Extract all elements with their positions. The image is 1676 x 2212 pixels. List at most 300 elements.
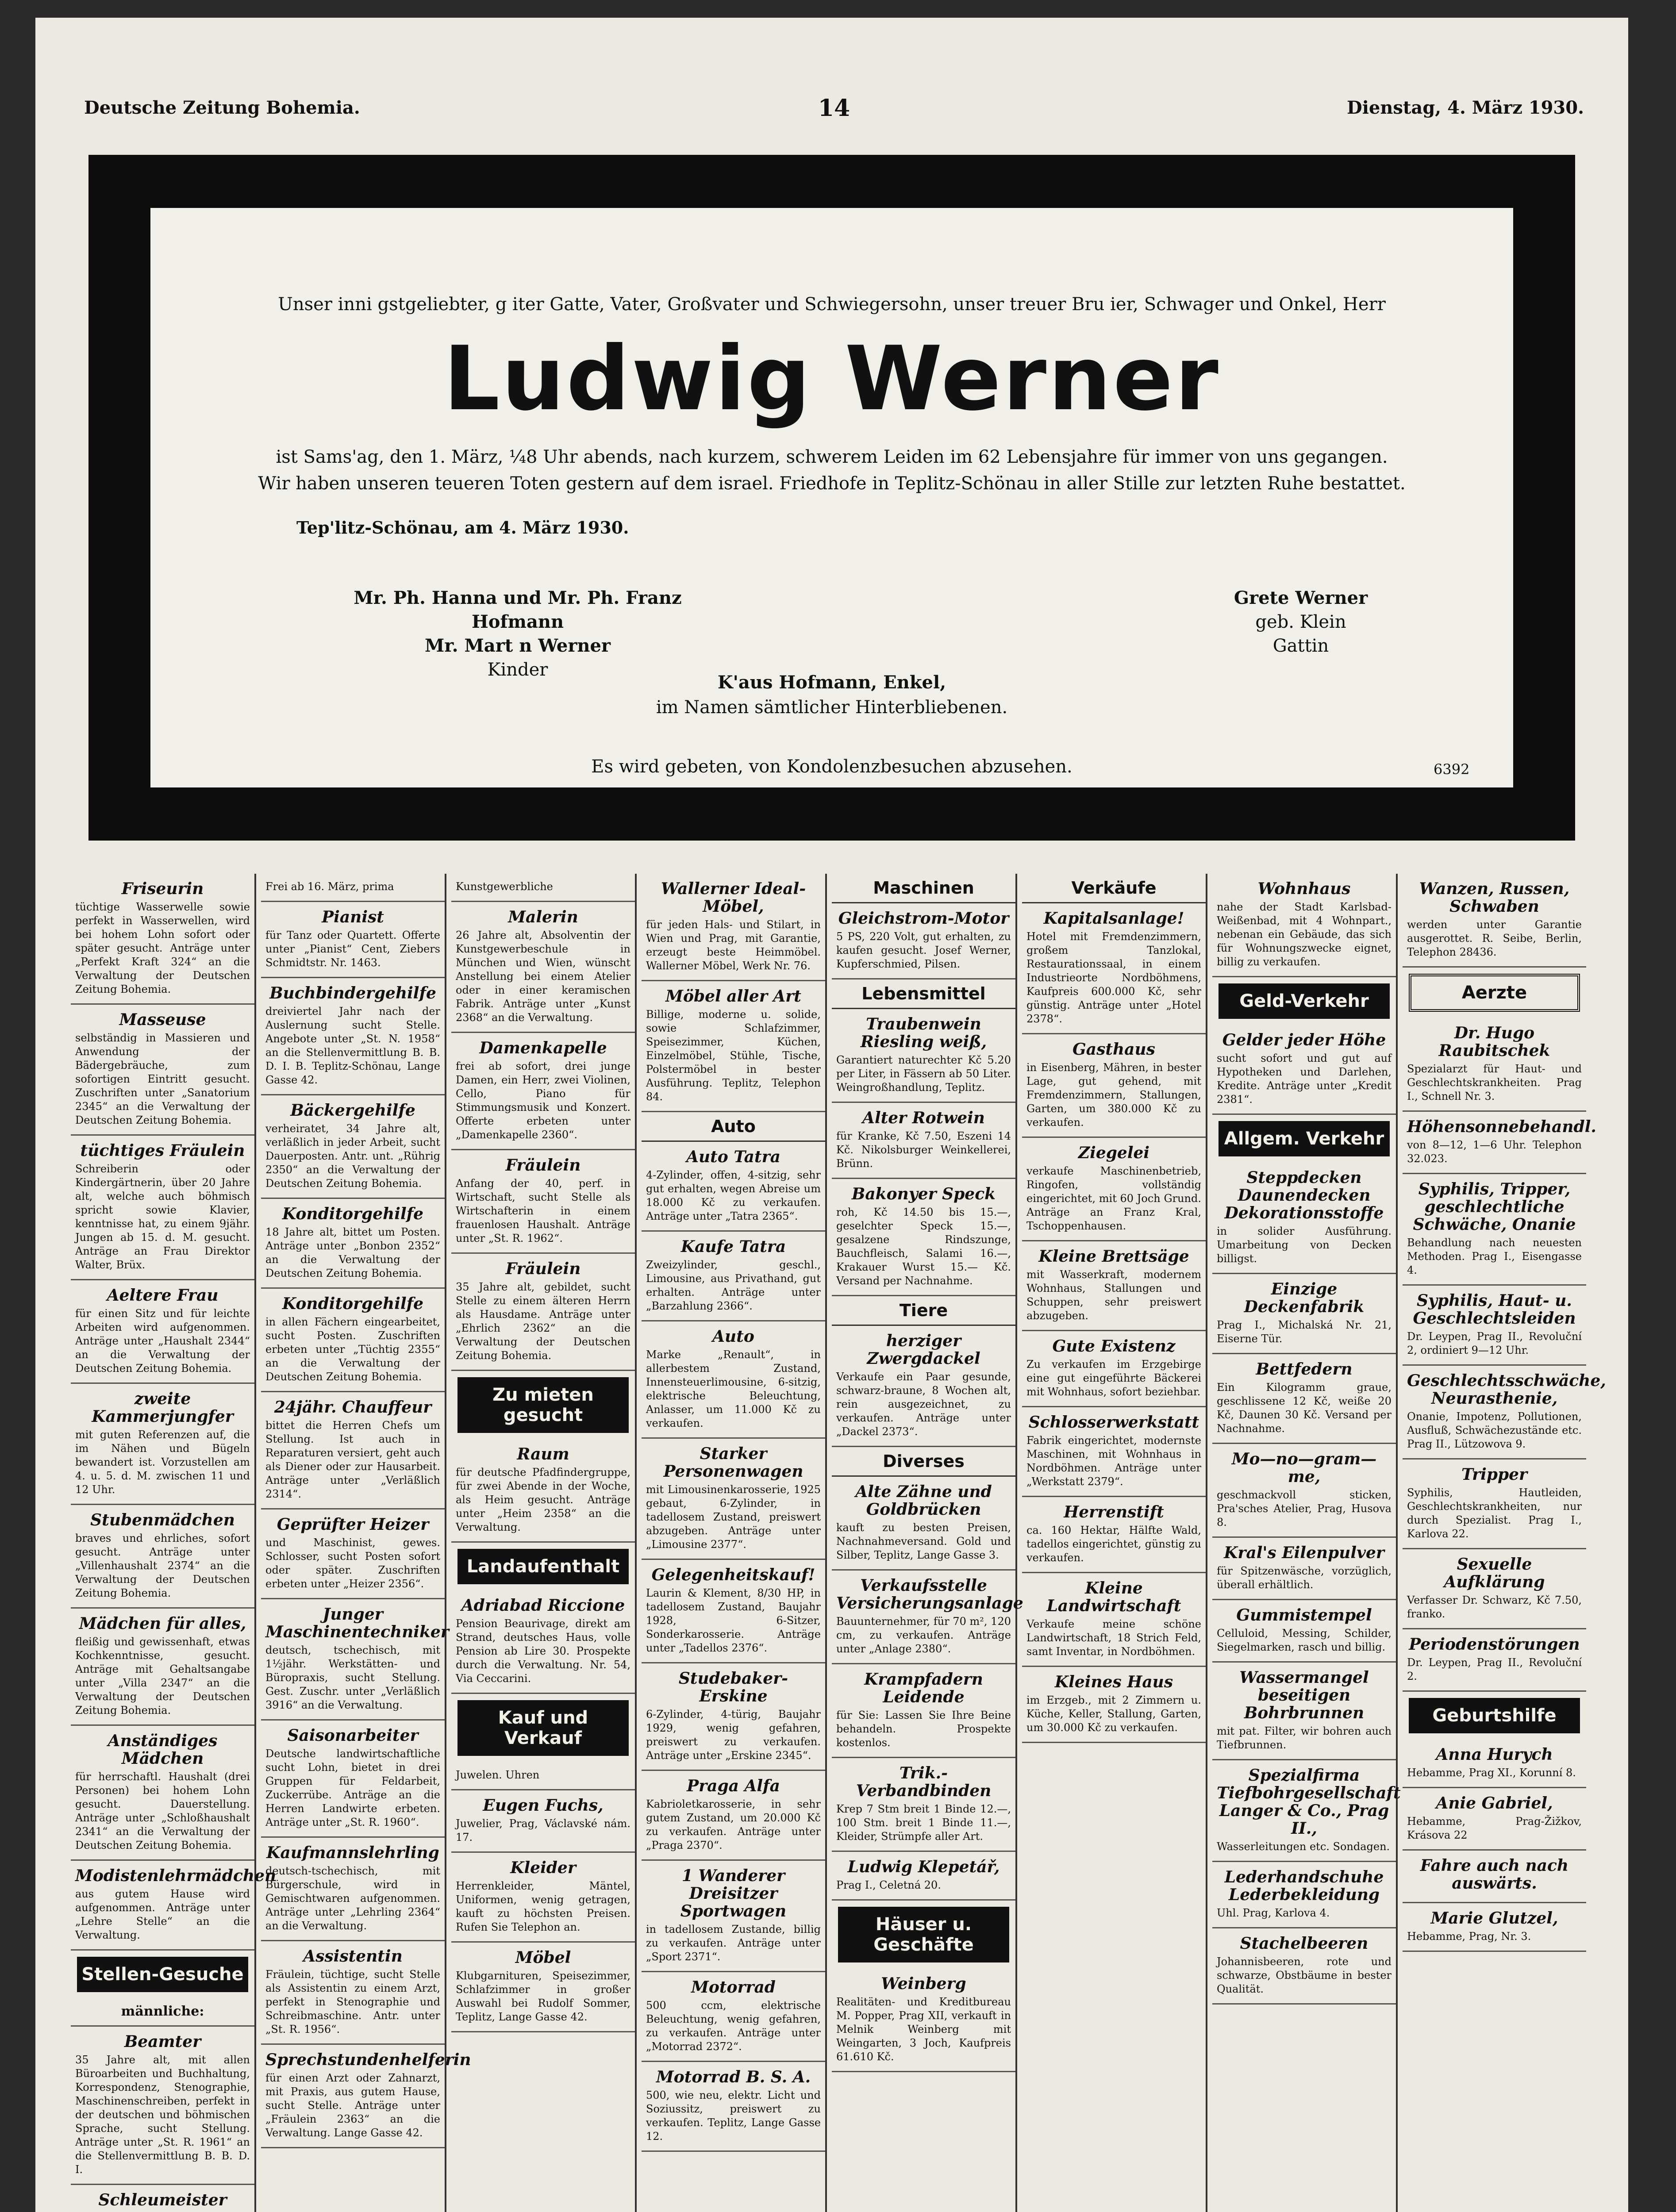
ad-body: Prag I., Celetná 20. xyxy=(836,1879,941,1891)
classified-ad xyxy=(1022,1573,1206,1667)
ad-headline: Raum xyxy=(517,1445,569,1463)
ad-headline: Damenkapelle xyxy=(479,1039,607,1057)
deceased-name: Ludwig Werner xyxy=(443,327,1220,430)
section-banner: Auto xyxy=(642,1112,825,1142)
ad-headline: Adriabad Riccione xyxy=(461,1596,625,1615)
ad-body: 35 Jahre alt, mit allen Büroarbeiten und Buchhaltung, Korrespondenz, Stenographie, Maschinenschreiben, perfekt in der deutschen und böhmischen Sprache, sucht Stellung. Anträge unter „St. R. 1961“ an die Stellenvermittlung B. B. D. I. xyxy=(75,2054,250,2176)
ad-body: von 8—12, 1—6 Uhr. Telephon 32.023. xyxy=(1407,1139,1582,1165)
classified-column xyxy=(1403,874,1606,2212)
classified-ad xyxy=(832,1009,1015,1103)
ad-body: 4-Zylinder, offen, 4-sitzig, sehr gut erhalten, wegen Abreise um 18.000 Kč zu verkaufen. Anträge unter „Tatra 2365“. xyxy=(646,1169,821,1222)
ad-body: 18 Jahre alt, bittet um Posten. Anträge unter „Bonbon 2352“ an die Verwaltung der Deutschen Zeitung Bohemia. xyxy=(265,1226,440,1279)
classified-ad xyxy=(1403,1629,1586,1692)
ad-headline: Wallerner Ideal-Möbel, xyxy=(661,879,806,916)
ad-headline: Motorrad xyxy=(691,1978,776,1997)
ad-body: Anfang der 40, perf. in Wirtschaft, sucht Stelle als Wirtschafterin in einem frauenlosen Haushalt. Anträge unter „St. R. 1962“. xyxy=(456,1177,630,1244)
classified-ad xyxy=(832,1758,1015,1852)
ad-body: Kunstgewerbliche xyxy=(456,880,553,893)
section-heading-box: Allgem. Verkehr xyxy=(1219,1121,1390,1156)
classified-ad xyxy=(1403,1459,1586,1549)
ad-headline: Weinberg xyxy=(881,1974,966,1993)
condolence-request: Es wird gebeten, von Kondolenzbesuchen abzusehen. xyxy=(591,757,1072,777)
classified-ad xyxy=(261,2045,471,2148)
ad-headline: Wassermangel beseitigen Bohrbrunnen xyxy=(1239,1668,1369,1722)
ad-headline: Fahre auch nach auswärts. xyxy=(1420,1856,1569,1893)
section-subheading: männliche: xyxy=(71,1998,254,2027)
classified-ad xyxy=(451,902,635,1033)
classified-ad xyxy=(261,1509,445,1599)
classified-ad xyxy=(71,1005,254,1136)
ad-body: für einen Sitz und für leichte Arbeiten wird aufgenommen. Anträge unter „Haushalt 2344“ an die Verwaltung der Deutschen Zeitung Bohemia. xyxy=(75,1307,250,1375)
ad-headline: Konditorgehilfe xyxy=(282,1294,424,1313)
children-label: Kinder xyxy=(487,660,548,680)
ad-headline: Geprüfter Heizer xyxy=(277,1515,429,1534)
classified-ad xyxy=(642,1861,825,1972)
classified-ad xyxy=(71,2185,254,2212)
ad-body: in allen Fächern eingearbeitet, sucht Posten. Zuschriften erbeten unter „Tüchtig 2355“ an die Verwaltung der Deutschen Zeitung Bohemia. xyxy=(265,1316,440,1383)
ad-headline: Assistentin xyxy=(303,1947,403,1966)
ad-headline: Kaufe Tatra xyxy=(680,1237,786,1256)
children-line-1: Mr. Ph. Hanna und Mr. Ph. Franz Hofmann xyxy=(354,588,682,632)
ad-body: Hebamme, Prag, Nr. 3. xyxy=(1407,1930,1531,1943)
ad-body: in solider Ausführung. Umarbeitung von Decken billigst. xyxy=(1217,1225,1392,1265)
ad-body: Zweizylinder, geschl., Limousine, aus Privathand, gut erhalten. Anträge unter „Barzahlung 2366“. xyxy=(646,1259,821,1312)
ad-body: Kabrioletkarosserie, in sehr gutem Zustand, um 20.000 Kč zu verkaufen. Anträge unter „Praga 2370“. xyxy=(646,1798,821,1851)
classified-ad xyxy=(451,1790,635,1853)
ad-body: Verkaufe ein Paar gesunde, schwarz-braune, 8 Wochen alt, rein ausgezeichnet, zu verkaufen. Anträge unter „Dackel 2373“. xyxy=(836,1371,1011,1438)
classified-ad xyxy=(1022,1331,1206,1407)
classified-ad xyxy=(1212,1538,1396,1600)
ad-body: kauft zu besten Preisen, Nachnahmeversand. Gold und Silber, Teplitz, Lange Gasse 3. xyxy=(836,1521,1011,1561)
classified-ad xyxy=(261,902,445,978)
ad-body: deutsch, tschechisch, mit 1½jähr. Werkstätten- und Büropraxis, sucht Stellung. Gest. Zuschr. unter „Verläßlich 3916“ an die Verwaltung. xyxy=(265,1644,440,1711)
ad-body: mit guten Referenzen auf, die im Nähen und Bügeln bewandert ist. Vorzustellen am 4. u. 5. d. M. zwischen 11 und 12 Uhr. xyxy=(75,1429,250,1496)
ad-headline: Syphilis, Haut- u. Geschlechtsleiden xyxy=(1413,1291,1576,1328)
section-banner: Verkäufe xyxy=(1022,874,1206,903)
classified-ad xyxy=(1022,1241,1206,1331)
grandchild-line-2: im Namen sämtlicher Hinterbliebenen. xyxy=(656,697,1008,718)
ad-body: selbständig in Massieren und Anwendung der Bädergebräuche, zum sofortigen Eintritt gesucht. Zuschriften unter „Sanatorium 2345“ an die Verwaltung der Deutschen Zeitung Bohemia. xyxy=(75,1032,250,1126)
ad-headline: Anna Hurych xyxy=(1436,1745,1553,1764)
classified-column xyxy=(1212,874,1401,2212)
ad-headline: Gleichstrom-Motor xyxy=(838,909,1009,928)
ad-headline: Motorrad B. S. A. xyxy=(656,2068,811,2086)
classified-ad xyxy=(71,1384,254,1505)
classified-ad xyxy=(451,1150,635,1254)
ad-body: Verfasser Dr. Schwarz, Kč 7.50, franko. xyxy=(1407,1594,1582,1620)
ad-headline: Stachelbeeren xyxy=(1240,1934,1368,1953)
ad-body: frei ab sofort, drei junge Damen, ein Herr, zwei Violinen, Cello, Piano für Stimmungsmusik und Konzert. Offerte erbeten unter „Damenkapelle 2360“. xyxy=(456,1060,630,1141)
ad-body: Herrenkleider, Mäntel, Uniformen, wenig getragen, kauft zu höchsten Preisen. Rufen Sie Telephon an. xyxy=(456,1880,630,1933)
section-banner: Maschinen xyxy=(832,874,1015,903)
classified-ad xyxy=(642,1232,825,1321)
classified-ad xyxy=(642,1972,825,2062)
classified-ad xyxy=(832,1571,1023,1664)
ad-body: mit Limousinenkarosserie, 1925 gebaut, 6-Zylinder, in tadellosem Zustand, preiswert abzugeben. Anträge unter „Limousine 2377“. xyxy=(646,1483,821,1551)
ad-headline: Ziegelei xyxy=(1078,1144,1150,1162)
section-heading-box: Stellen-Gesuche xyxy=(77,1957,248,1992)
ad-headline: Ludwig Klepetář, xyxy=(847,1858,1000,1876)
ad-body: im Erzgeb., mit 2 Zimmern u. Küche, Keller, Stallung, Garten, um 30.000 Kč zu verkaufen. xyxy=(1026,1694,1201,1734)
newspaper-page xyxy=(35,18,1628,2212)
ad-body: 500, wie neu, elektr. Licht und Soziussitz, preiswert zu verkaufen. Teplitz, Lange Gasse 12. xyxy=(646,2089,821,2143)
ad-headline: Schlosserwerkstatt xyxy=(1028,1413,1199,1432)
ad-headline: 24jähr. Chauffeur xyxy=(274,1398,432,1417)
ad-headline: zweite Kammerjungfer xyxy=(92,1390,234,1426)
classified-ad xyxy=(451,1033,635,1150)
ad-headline: Auto xyxy=(712,1327,754,1346)
ad-headline: Gelder jeder Höhe xyxy=(1222,1031,1386,1049)
classified-ad xyxy=(1403,1549,1586,1629)
classified-ad xyxy=(1212,874,1396,977)
classified-ad xyxy=(71,1726,254,1861)
ad-body: Johannisbeeren, rote und schwarze, Obstbäume in bester Qualität. xyxy=(1217,1955,1392,1995)
ad-body: Syphilis, Hautleiden, Geschlechtskrankheiten, nur durch Spezialist. Prag I., Karlova 22. xyxy=(1407,1486,1582,1540)
ad-headline: Marie Glutzel, xyxy=(1430,1909,1558,1928)
ad-headline: Verkaufsstelle Versicherungsanlage xyxy=(836,1576,1023,1613)
ad-headline: Schleumeister xyxy=(98,2191,227,2209)
ad-body: fleißig und gewissenhaft, etwas Kochkenntnisse, gesucht. Anträge mit Gehaltsangabe unter „Villa 2347“ an die Verwaltung der Deutschen Zeitung Bohemia. xyxy=(75,1636,250,1717)
ad-body: verheiratet, 34 Jahre alt, verläßlich in jeder Arbeit, sucht Dauerposten. Antr. unt. „Rührig 2350“ an die Verwaltung der Deutschen Zeitung Bohemia. xyxy=(265,1122,440,1190)
ad-body: ca. 160 Hektar, Hälfte Wald, tadellos eingerichtet, günstig zu verkaufen. xyxy=(1026,1524,1201,1564)
classified-ad xyxy=(1022,1407,1206,1497)
classified-ad xyxy=(1212,1862,1396,1928)
classified-ad xyxy=(261,1599,449,1720)
classified-ad xyxy=(832,1969,1015,2072)
ad-body: Hotel mit Fremdenzimmern, großem Tanzlokal, Restaurationssaal, in einem Industrieorte Nordböhmens, Kaufpreis 600.000 Kč, sehr günstig. Anträge unter „Hotel 2378“. xyxy=(1026,930,1201,1025)
section-heading-box: Aerzte xyxy=(1409,974,1580,1012)
ad-headline: Höhensonnebehandl. xyxy=(1407,1118,1596,1136)
ad-headline: Pianist xyxy=(322,908,384,926)
ad-body: werden unter Garantie ausgerottet. R. Seibe, Berlin, Telephon 28436. xyxy=(1407,918,1582,958)
ad-body: Frei ab 16. März, prima xyxy=(265,880,394,893)
ad-body: Ein Kilogramm graue, geschlissene 12 Kč, weiße 20 Kč, Daunen 30 Kč. Versand per Nachnahme. xyxy=(1217,1381,1392,1435)
ad-headline: Wanzen, Russen, Schwaben xyxy=(1419,879,1570,916)
classified-ad xyxy=(1403,1366,1606,1459)
classified-ad xyxy=(1022,1667,1206,1743)
classified-ad xyxy=(71,1609,254,1726)
ad-headline: Fräulein xyxy=(505,1156,581,1175)
ad-body: 5 PS, 220 Volt, gut erhalten, zu kaufen gesucht. Josef Werner, Kupferschmied, Pilsen. xyxy=(836,930,1011,970)
classified-ad xyxy=(1403,1788,1586,1851)
classified-ad xyxy=(1212,1444,1396,1538)
mourners-widow xyxy=(1177,586,1425,658)
classified-ad xyxy=(451,1762,635,1790)
ad-headline: Aeltere Frau xyxy=(107,1286,219,1305)
ad-headline: Studebaker-Erskine xyxy=(678,1669,788,1705)
ad-body: dreiviertel Jahr nach der Auslernung sucht Stelle. Angebote unter „St. N. 1958“ an die Stellenvermittlung B. B. D. I. B. Teplitz-Schönau, Lange Gasse 42. xyxy=(265,1005,440,1086)
classified-ad xyxy=(71,874,254,1005)
classified-ad xyxy=(1212,1025,1396,1115)
ad-body: roh, Kč 14.50 bis 15.—, geselchter Speck 15.—, gesalzene Rindszunge, Bauchfleisch, Salami 16.—, Krakauer Wurst 15.— Kč. Versand per Nachnahme. xyxy=(836,1206,1011,1287)
ad-body: für Sie: Lassen Sie Ihre Beine behandeln. Prospekte kostenlos. xyxy=(836,1709,1011,1749)
ad-body: Laurin & Klement, 8/30 HP, in tadellosem Zustand, Baujahr 1928, 6-Sitzer, Sonderkarosserie. Anträge unter „Tadellos 2376“. xyxy=(646,1587,821,1654)
mourners-children xyxy=(319,586,717,682)
ad-body: Prag I., Michalská Nr. 21, Eiserne Tür. xyxy=(1217,1319,1392,1345)
ad-body: mit pat. Filter, wir bohren auch Tiefbrunnen. xyxy=(1217,1725,1392,1751)
classified-ad xyxy=(261,874,445,902)
ad-body: Bauunternehmer, für 70 m², 120 cm, zu verkaufen. Anträge unter „Anlage 2380“. xyxy=(836,1615,1011,1655)
ad-headline: Einzige Deckenfabrik xyxy=(1244,1280,1365,1316)
classified-ad xyxy=(451,874,635,902)
section-heading-box: Geld-Verkehr xyxy=(1219,983,1390,1019)
section-heading-box: Zu mieten gesucht xyxy=(457,1377,629,1433)
ad-body: Billige, moderne u. solide, sowie Schlafzimmer, Speisezimmer, Küchen, Einzelmöbel, Stühle, Tische, Polstermöbel in bester Ausführung. Teplitz, Telephon 84. xyxy=(646,1008,821,1103)
classified-ad xyxy=(71,1280,254,1384)
section-heading-box: Landaufenthalt xyxy=(457,1549,629,1584)
classified-column xyxy=(1022,874,1207,2212)
ad-body: für einen Arzt oder Zahnarzt, mit Praxis, aus gutem Hause, sucht Stelle. Anträge unter „Fräulein 2363“ an die Verwaltung. Lange Gasse 42. xyxy=(265,2072,440,2139)
ad-headline: Konditorgehilfe xyxy=(282,1205,424,1223)
section-heading-box: Geburtshilfe xyxy=(1409,1698,1580,1733)
ad-body: Dr. Leypen, Prag II., Revoluční 2, ordiniert 9—12 Uhr. xyxy=(1407,1330,1582,1356)
ad-headline: Herrenstift xyxy=(1064,1503,1164,1521)
ad-body: in tadellosem Zustande, billig zu verkaufen. Anträge unter „Sport 2371“. xyxy=(646,1923,821,1963)
ad-headline: Steppdecken Daunendecken Dekorationsstoffe xyxy=(1224,1168,1384,1222)
classified-ad xyxy=(1403,1018,1586,1112)
classified-ad xyxy=(451,1943,635,2032)
classified-ad xyxy=(1212,1354,1396,1444)
classified-ad xyxy=(642,1439,825,1560)
classified-ad xyxy=(1403,1286,1586,1366)
classified-ad xyxy=(261,1941,445,2045)
ad-headline: Gute Existenz xyxy=(1052,1337,1176,1356)
ad-headline: Praga Alfa xyxy=(687,1777,780,1795)
notice-death-line: ist Sams'ag, den 1. März, ¼8 Uhr abends, nach kurzem, schwerem Leiden im 62 Lebensjahre für immer von uns gegangen. xyxy=(276,447,1388,467)
classified-ad xyxy=(1022,903,1206,1034)
classified-ad xyxy=(1403,1174,1586,1286)
newspaper-name: Deutsche Zeitung Bohemia. xyxy=(84,97,360,118)
ad-number: 6392 xyxy=(1434,761,1470,778)
ad-body: tüchtige Wasserwelle sowie perfekt in Wasserwellen, wird bei hohem Lohn sofort oder später gesucht. Anträge unter „Perfekt Kraft 324“ an die Verwaltung der Deutschen Zeitung Bohemia. xyxy=(75,901,250,995)
ad-body: Marke „Renault“, in allerbestem Zustand, Innensteuerlimousine, 6-sitzig, elektrische Beleuchtung, Anlasser, um 11.000 Kč zu verkaufen. xyxy=(646,1348,821,1429)
ad-body: für herrschaftl. Haushalt (drei Personen) bei hohem Lohn gesucht. Dauerstellung. Anträge unter „Schloßhaushalt 2341“ an die Verwaltung der Deutschen Zeitung Bohemia. xyxy=(75,1770,250,1851)
ad-body: Fabrik eingerichtet, modernste Maschinen, mit Wohnhaus in Nordböhmen. Anträge unter „Werkstatt 2379“. xyxy=(1026,1434,1201,1488)
ad-body: Dr. Leypen, Prag II., Revoluční 2. xyxy=(1407,1656,1582,1682)
ad-body: Pension Beaurivage, direkt am Strand, deutsches Haus, volle Pension ab Lire 30. Prospekte durch die Verwaltung. Nr. 54, Via Ceccarini. xyxy=(456,1617,630,1685)
ad-headline: Starker Personenwagen xyxy=(663,1444,803,1481)
section-banner: Tiere xyxy=(832,1296,1015,1326)
ad-headline: Mädchen für alles, xyxy=(79,1614,246,1633)
issue-date: Dienstag, 4. März 1930. xyxy=(1347,97,1584,118)
ad-headline: Trik.-Verbandbinden xyxy=(856,1764,992,1800)
ad-body: aus gutem Hause wird aufgenommen. Anträge unter „Lehre Stelle“ an die Verwaltung. xyxy=(75,1888,250,1941)
ad-headline: Alter Rotwein xyxy=(862,1109,985,1127)
ad-body: bittet die Herren Chefs um Stellung. Ist auch in Reparaturen versiert, geht auch als Diener oder zur Hausarbeit. Anträge unter „Verläßlich 2314“. xyxy=(265,1419,440,1500)
ad-headline: Bakonyer Speck xyxy=(851,1185,996,1203)
classified-columns xyxy=(71,874,1606,2212)
classified-ad xyxy=(261,1720,445,1838)
ad-body: für jeden Hals- und Stilart, in Wien und Prag, mit Garantie, erzeugt beste Heimmöbel. Wallerner Möbel, Werk Nr. 76. xyxy=(646,918,821,972)
ad-body: deutsch-tschechisch, mit Bürgerschule, wird in Gemischtwaren aufgenommen. Anträge unter „Lehrling 2364“ an die Verwaltung. xyxy=(265,1865,440,1932)
ad-body: in Eisenberg, Mähren, in bester Lage, gut gehend, mit Fremdenzimmern, Stallungen, Garten, um 380.000 Kč zu verkaufen. xyxy=(1026,1061,1201,1129)
classified-ad xyxy=(1212,1760,1401,1862)
classified-ad xyxy=(642,981,825,1112)
ad-headline: Alte Zähne und Goldbrücken xyxy=(855,1482,992,1519)
classified-ad xyxy=(261,1838,445,1941)
ad-headline: Malerin xyxy=(508,908,578,926)
ad-headline: Stubenmädchen xyxy=(90,1511,235,1529)
ad-body: für Kranke, Kč 7.50, Eszeni 14 Kč. Nikolsburger Weinkellerei, Brünn. xyxy=(836,1130,1011,1170)
ad-headline: Auto Tatra xyxy=(686,1148,780,1166)
ad-body: Hebamme, Prag XI., Korunní 8. xyxy=(1407,1767,1576,1779)
ad-body: Uhl. Prag, Karlova 4. xyxy=(1217,1907,1330,1919)
classified-ad xyxy=(832,1477,1015,1571)
ad-headline: Fräulein xyxy=(505,1260,581,1278)
classified-ad xyxy=(642,1663,825,1771)
ad-headline: Junger Maschinentechniker xyxy=(265,1605,449,1641)
ad-headline: Kleines Haus xyxy=(1054,1673,1173,1691)
section-heading-box: Häuser u. Geschäfte xyxy=(838,1907,1009,1962)
classified-ad xyxy=(1022,1138,1206,1241)
ad-headline: herziger Zwergdackel xyxy=(867,1332,980,1368)
classified-ad xyxy=(261,978,445,1095)
ad-headline: Saisonarbeiter xyxy=(287,1726,419,1745)
section-banner: Lebensmittel xyxy=(832,979,1015,1009)
ad-headline: Kaufmannslehrling xyxy=(266,1843,439,1862)
widow-line-1: Grete Werner xyxy=(1234,588,1368,608)
ad-body: sucht sofort und gut auf Hypotheken und Darlehen, Kredite. Anträge unter „Kredit 2381“. xyxy=(1217,1052,1392,1106)
ad-body: Wasserleitungen etc. Sondagen. xyxy=(1217,1840,1390,1853)
ad-body: Spezialarzt für Haut- und Geschlechtskrankheiten. Prag I., Schnell Nr. 3. xyxy=(1407,1063,1582,1102)
ad-headline: Wohnhaus xyxy=(1257,879,1351,898)
ad-body: Zu verkaufen im Erzgebirge eine gut eingeführte Bäckerei mit Wohnhaus, sofort beziehbar. xyxy=(1026,1358,1201,1398)
ad-headline: Geschlechtsschwäche, Neurasthenie, xyxy=(1407,1371,1606,1408)
ad-body: 26 Jahre alt, Absolventin der Kunstgewerbeschule in München und Wien, wünscht Anstellung bei einem Atelier oder in einer keramischen Fabrik. Anträge unter „Kunst 2368“ an die Verwaltung. xyxy=(456,929,630,1024)
ad-headline: Eugen Fuchs, xyxy=(483,1796,604,1815)
classified-ad xyxy=(642,2062,825,2152)
ad-body: nahe der Stadt Karlsbad-Weißenbad, mit 4 Wohnpart., nebenan ein Gebäude, das sich für Wohnungszwecke eignet, billig zu verkaufen. xyxy=(1217,901,1392,968)
ad-headline: Kleine Brettsäge xyxy=(1038,1247,1189,1266)
ad-headline: Krampfadern Leidende xyxy=(864,1670,983,1706)
widow-line-2: geb. Klein xyxy=(1255,612,1346,632)
classified-ad xyxy=(1403,1112,1596,1174)
ad-body: für Spitzenwäsche, vorzüglich, überall erhältlich. xyxy=(1217,1565,1392,1591)
obituary-notice xyxy=(150,208,1513,787)
ad-body: Garantiert naturechter Kč 5.20 per Liter, in Fässern ab 50 Liter. Weingroßhandlung, Teplitz. xyxy=(836,1054,1011,1094)
ad-headline: Möbel aller Art xyxy=(665,987,801,1006)
obituary-black-frame xyxy=(88,155,1575,841)
ad-body: Verkaufe meine schöne Landwirtschaft, 18 Strich Feld, samt Inventar, in Nordböhmen. xyxy=(1026,1618,1201,1658)
ad-headline: Gummistempel xyxy=(1236,1606,1372,1624)
ad-body: braves und ehrliches, sofort gesucht. Anträge unter „Villenhaushalt 2374“ an die Verwaltung der Deutschen Zeitung Bohemia. xyxy=(75,1532,250,1599)
ad-body: Realitäten- und Kreditbureau M. Popper, Prag XII, verkauft in Melnik Weinberg mit Weingarten, 3 Joch, Kaufpreis 61.610 Kč. xyxy=(836,1996,1011,2063)
classified-ad xyxy=(1403,1740,1586,1788)
ad-headline: Kleider xyxy=(510,1859,576,1877)
page-number: 14 xyxy=(818,95,850,122)
classified-ad xyxy=(1212,1663,1396,1760)
ad-headline: Masseuse xyxy=(119,1010,206,1029)
ad-headline: Bettfedern xyxy=(1256,1360,1353,1379)
classified-ad xyxy=(642,1771,825,1861)
notice-intro: Unser inni gstgeliebter, g iter Gatte, Vater, Großvater und Schwiegersohn, unser treuer Bru ier, Schwager und Onkel, Herr xyxy=(278,294,1386,315)
ad-headline: Gasthaus xyxy=(1072,1040,1155,1059)
classified-ad xyxy=(1212,1600,1396,1663)
classified-ad xyxy=(832,1103,1015,1179)
ad-headline: Mo—no—gram—me, xyxy=(1231,1450,1377,1486)
ad-headline: Gelegenheitskauf! xyxy=(651,1566,815,1584)
classified-ad xyxy=(832,903,1015,979)
ad-headline: Kleine Landwirtschaft xyxy=(1046,1579,1181,1615)
ad-headline: Sexuelle Aufklärung xyxy=(1444,1555,1545,1591)
ad-body: Deutsche landwirtschaftliche sucht Lohn, bietet in drei Gruppen für Feldarbeit, Zuckerrübe. Anträge an die Herren Landwirte erbeten. Anträge unter „St. R. 1960“. xyxy=(265,1747,440,1828)
classified-ad xyxy=(832,1179,1015,1296)
classified-ad xyxy=(71,1505,254,1609)
notice-place-date: Tep'litz-Schönau, am 4. März 1930. xyxy=(296,518,629,538)
classified-ad xyxy=(451,1254,635,1371)
ad-body: Juwelen. Uhren xyxy=(456,1769,540,1781)
classified-ad xyxy=(1403,874,1586,968)
ad-headline: Möbel xyxy=(515,1948,571,1967)
ad-body: 500 ccm, elektrische Beleuchtung, wenig gefahren, zu verkaufen. Anträge unter „Motorrad 2372“. xyxy=(646,1999,821,2053)
ad-headline: Sprechstundenhelferin xyxy=(265,2051,471,2069)
ad-headline: Tripper xyxy=(1461,1465,1528,1484)
ad-body: mit Wasserkraft, modernem Wohnhaus, Stallungen und Schuppen, sehr preiswert abzugeben. xyxy=(1026,1268,1201,1322)
ad-body: für Tanz oder Quartett. Offerte unter „Pianist“ Cent, Ziebers Schmidtstr. Nr. 1463. xyxy=(265,929,440,969)
ad-body: Schreiberin oder Kindergärtnerin, über 20 Jahre alt, welche auch böhmisch spricht sowie Klavier, kenntnisse hat, zu einem 9jähr. Jungen ab 15. d. M. gesucht. Anträge an Frau Direktor Walter, Brüx. xyxy=(75,1163,250,1271)
ad-headline: Modistenlehrmädchen xyxy=(75,1866,277,1885)
classified-ad xyxy=(1212,1928,1396,2005)
classified-ad xyxy=(261,1392,445,1509)
children-line-2: Mr. Mart n Werner xyxy=(425,635,611,656)
classified-ad xyxy=(71,1861,277,1951)
ad-headline: Lederhandschuhe Lederbekleidung xyxy=(1224,1868,1384,1904)
ad-body: für deutsche Pfadfindergruppe, für zwei Abende in der Woche, als Heim gesucht. Anträge unter „Heim 2358“ an die Verwaltung. xyxy=(456,1466,630,1533)
classified-ad xyxy=(642,1142,825,1232)
classified-column xyxy=(261,874,471,2212)
ad-headline: Kral's Eilenpulver xyxy=(1224,1544,1384,1562)
ad-body: Behandlung nach neuesten Methoden. Prag I., Eisengasse 4. xyxy=(1407,1237,1582,1276)
ad-headline: Friseurin xyxy=(121,879,204,898)
ad-body: Hebamme, Prag-Žižkov, Krásova 22 xyxy=(1407,1815,1582,1841)
ad-body: Celluloid, Messing, Schilder, Siegelmarken, rasch und billig. xyxy=(1217,1627,1392,1653)
ad-headline: Buchbindergehilfe xyxy=(269,984,436,1002)
ad-body: geschmackvoll sticken, Pra'sches Atelier, Prag, Husova 8. xyxy=(1217,1489,1392,1528)
notice-burial-line: Wir haben unseren teueren Toten gestern auf dem israel. Friedhofe in Teplitz-Schönau in aller Stille zur letzten Ruhe bestattet. xyxy=(258,473,1406,494)
classified-ad xyxy=(261,1095,445,1199)
classified-ad xyxy=(71,1136,254,1280)
classified-ad xyxy=(832,1664,1015,1758)
classified-column xyxy=(832,874,1023,2212)
widow-label: Gattin xyxy=(1272,636,1329,656)
grandchild-line-1: K'aus Hofmann, Enkel, xyxy=(717,672,946,693)
page-header xyxy=(84,97,1584,124)
classified-ad xyxy=(832,1326,1015,1447)
classified-ad xyxy=(261,1199,445,1289)
ad-headline: Bäckergehilfe xyxy=(290,1101,415,1120)
ad-headline: Syphilis, Tripper, geschlechtliche Schwäche, Onanie xyxy=(1413,1180,1576,1234)
ad-headline: tüchtiges Fräulein xyxy=(80,1141,245,1160)
classified-ad xyxy=(71,2027,254,2185)
classified-ad xyxy=(451,1439,635,1543)
classified-ad xyxy=(1403,1903,1586,1952)
ad-body: Krep 7 Stm breit 1 Binde 12.—, 100 Stm. breit 1 Binde 11.—, Kleider, Strümpfe aller Art. xyxy=(836,1803,1011,1843)
ad-headline: Periodenstörungen xyxy=(1409,1635,1580,1654)
ad-headline: Traubenwein Riesling weiß, xyxy=(860,1015,987,1051)
classified-ad xyxy=(1212,1163,1396,1274)
classified-ad xyxy=(832,1852,1015,1901)
ad-headline: Beamter xyxy=(124,2032,201,2051)
classified-ad xyxy=(642,1560,825,1663)
mourners-grandchild xyxy=(150,670,1513,720)
ad-body: verkaufe Maschinenbetrieb, Ringofen, vollständig eingerichtet, mit 60 Joch Grund. Anträge an Franz Kral, Tschoppenhausen. xyxy=(1026,1165,1201,1232)
ad-headline: 1 Wanderer Dreisitzer Sportwagen xyxy=(680,1866,787,1920)
ad-body: 6-Zylinder, 4-türig, Baujahr 1929, wenig gefahren, preiswert zu verkaufen. Anträge unter „Erskine 2345“. xyxy=(646,1708,821,1762)
section-banner: Diverses xyxy=(832,1447,1015,1477)
ad-body: 35 Jahre alt, gebildet, sucht Stelle zu einem älteren Herrn als Hausdame. Anträge unter „Ehrlich 2362“ an die Verwaltung der Deutschen Zeitung Bohemia. xyxy=(456,1281,630,1362)
section-heading-box: Kauf und Verkauf xyxy=(457,1700,629,1756)
ad-headline: Spezialfirma Tiefbohrgesellschaft Langer & Co., Prag II., xyxy=(1217,1766,1401,1838)
